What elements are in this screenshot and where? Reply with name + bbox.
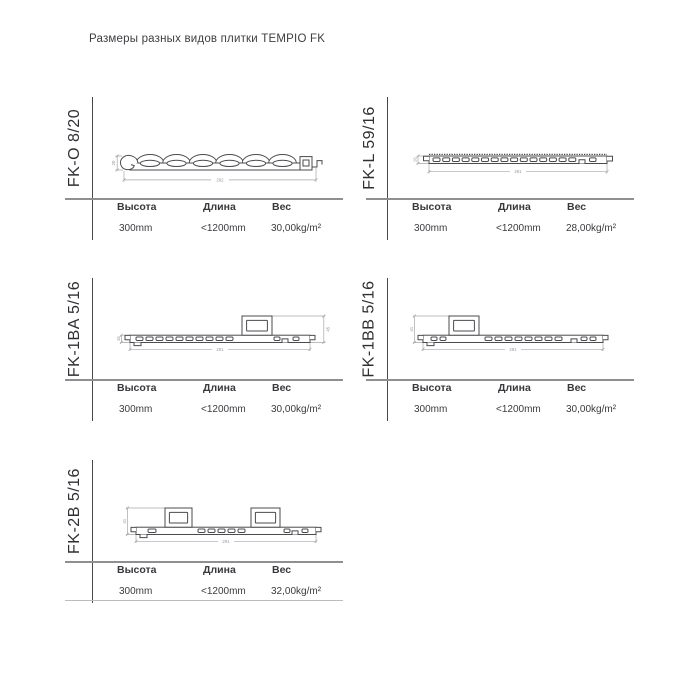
section-vertical-rule (92, 278, 93, 421)
table-value-row (355, 223, 647, 237)
col-header-height: Высота (117, 201, 157, 213)
section-fk-2b (60, 460, 352, 608)
tile-cross-section-fk-l (412, 147, 628, 179)
dim-box-height-label: 45 (325, 326, 330, 332)
value-length: <1200mm (496, 223, 541, 234)
profile-label-box (355, 97, 385, 198)
tile-cross-section-fk-1ba (115, 308, 330, 356)
table-value-row (60, 223, 352, 237)
profile-drawing-fk-1bb (408, 308, 623, 356)
value-weight: 30,00kg/m² (271, 223, 322, 234)
col-header-length: Длина (498, 382, 531, 394)
section-fk-l (355, 97, 647, 245)
value-weight: 30,00kg/m² (566, 404, 617, 415)
value-length: <1200mm (201, 404, 246, 415)
dim-length-label: 291 (222, 538, 230, 544)
col-header-weight: Вес (272, 564, 292, 576)
value-height: 300mm (414, 223, 448, 234)
value-height: 300mm (119, 223, 153, 234)
table-rule (65, 379, 343, 381)
col-header-height: Высота (412, 201, 452, 213)
value-weight: 32,00kg/m² (271, 586, 322, 597)
table-header-row (60, 201, 352, 215)
profile-drawing-fk-2b (121, 500, 336, 548)
dim-length-label: 291 (514, 169, 522, 175)
table-header-row (355, 201, 647, 215)
value-height: 300mm (414, 404, 448, 415)
section-fk-1bb (355, 278, 647, 426)
table-rule (65, 561, 343, 563)
value-weight: 28,00kg/m² (566, 223, 617, 234)
table-rule (65, 198, 343, 200)
table-header-row (355, 382, 647, 396)
table-bottom-rule (65, 600, 343, 601)
section-vertical-rule (387, 97, 388, 240)
value-length: <1200mm (201, 586, 246, 597)
section-fk-o (60, 97, 352, 245)
table-rule (366, 379, 634, 381)
profile-type-label: FK-1BB 5/16 (361, 279, 379, 378)
value-length: <1200mm (201, 223, 246, 234)
profile-label-box (60, 460, 90, 561)
profile-label-box (60, 278, 90, 379)
tile-cross-section-fk-1bb (408, 308, 623, 356)
profile-drawing-fk-l (412, 147, 628, 179)
dim-length-label: 292 (216, 177, 224, 183)
profile-type-label: FK-O 8/20 (66, 108, 83, 187)
tile-cross-section-fk-o (110, 143, 340, 189)
profile-drawing-fk-o (110, 143, 340, 189)
col-header-height: Высота (117, 382, 157, 394)
section-fk-1ba (60, 278, 352, 426)
dim-height-label: 41 (408, 326, 414, 332)
table-header-row (60, 564, 352, 578)
profile-label-box (355, 278, 385, 379)
profile-drawing-fk-1ba (115, 308, 330, 356)
dim-height-label: 20 (111, 160, 116, 166)
col-header-length: Длина (203, 201, 236, 213)
col-header-height: Высота (117, 564, 157, 576)
profile-type-label: FK-2B 5/16 (66, 467, 83, 554)
col-header-length: Длина (203, 382, 236, 394)
value-length: <1200mm (496, 404, 541, 415)
section-vertical-rule (92, 97, 93, 240)
dim-height-label: 41 (121, 518, 127, 524)
section-vertical-rule (387, 278, 388, 421)
table-rule (366, 198, 634, 200)
dim-height-label: 16 (115, 336, 121, 342)
col-header-weight: Вес (272, 201, 292, 213)
profile-type-label: FK-L 59/16 (361, 105, 378, 190)
col-header-length: Длина (203, 564, 236, 576)
col-header-height: Высота (412, 382, 452, 394)
profile-label-box (60, 97, 90, 198)
table-header-row (60, 382, 352, 396)
value-weight: 30,00kg/m² (271, 404, 322, 415)
dim-length-label: 291 (216, 346, 224, 352)
value-height: 300mm (119, 404, 153, 415)
col-header-weight: Вес (567, 201, 587, 213)
section-vertical-rule (92, 460, 93, 603)
table-value-row (60, 404, 352, 418)
value-height: 300mm (119, 586, 153, 597)
dim-height-label: 16 (412, 157, 418, 163)
col-header-weight: Вес (272, 382, 292, 394)
col-header-length: Длина (498, 201, 531, 213)
table-value-row (60, 586, 352, 600)
col-header-weight: Вес (567, 382, 587, 394)
table-value-row (355, 404, 647, 418)
profile-type-label: FK-1BA 5/16 (66, 280, 83, 377)
dim-length-label: 291 (509, 346, 517, 352)
tile-cross-section-fk-2b (121, 500, 336, 548)
page-title: Размеры разных видов плитки TEMPIO FK (89, 33, 326, 45)
